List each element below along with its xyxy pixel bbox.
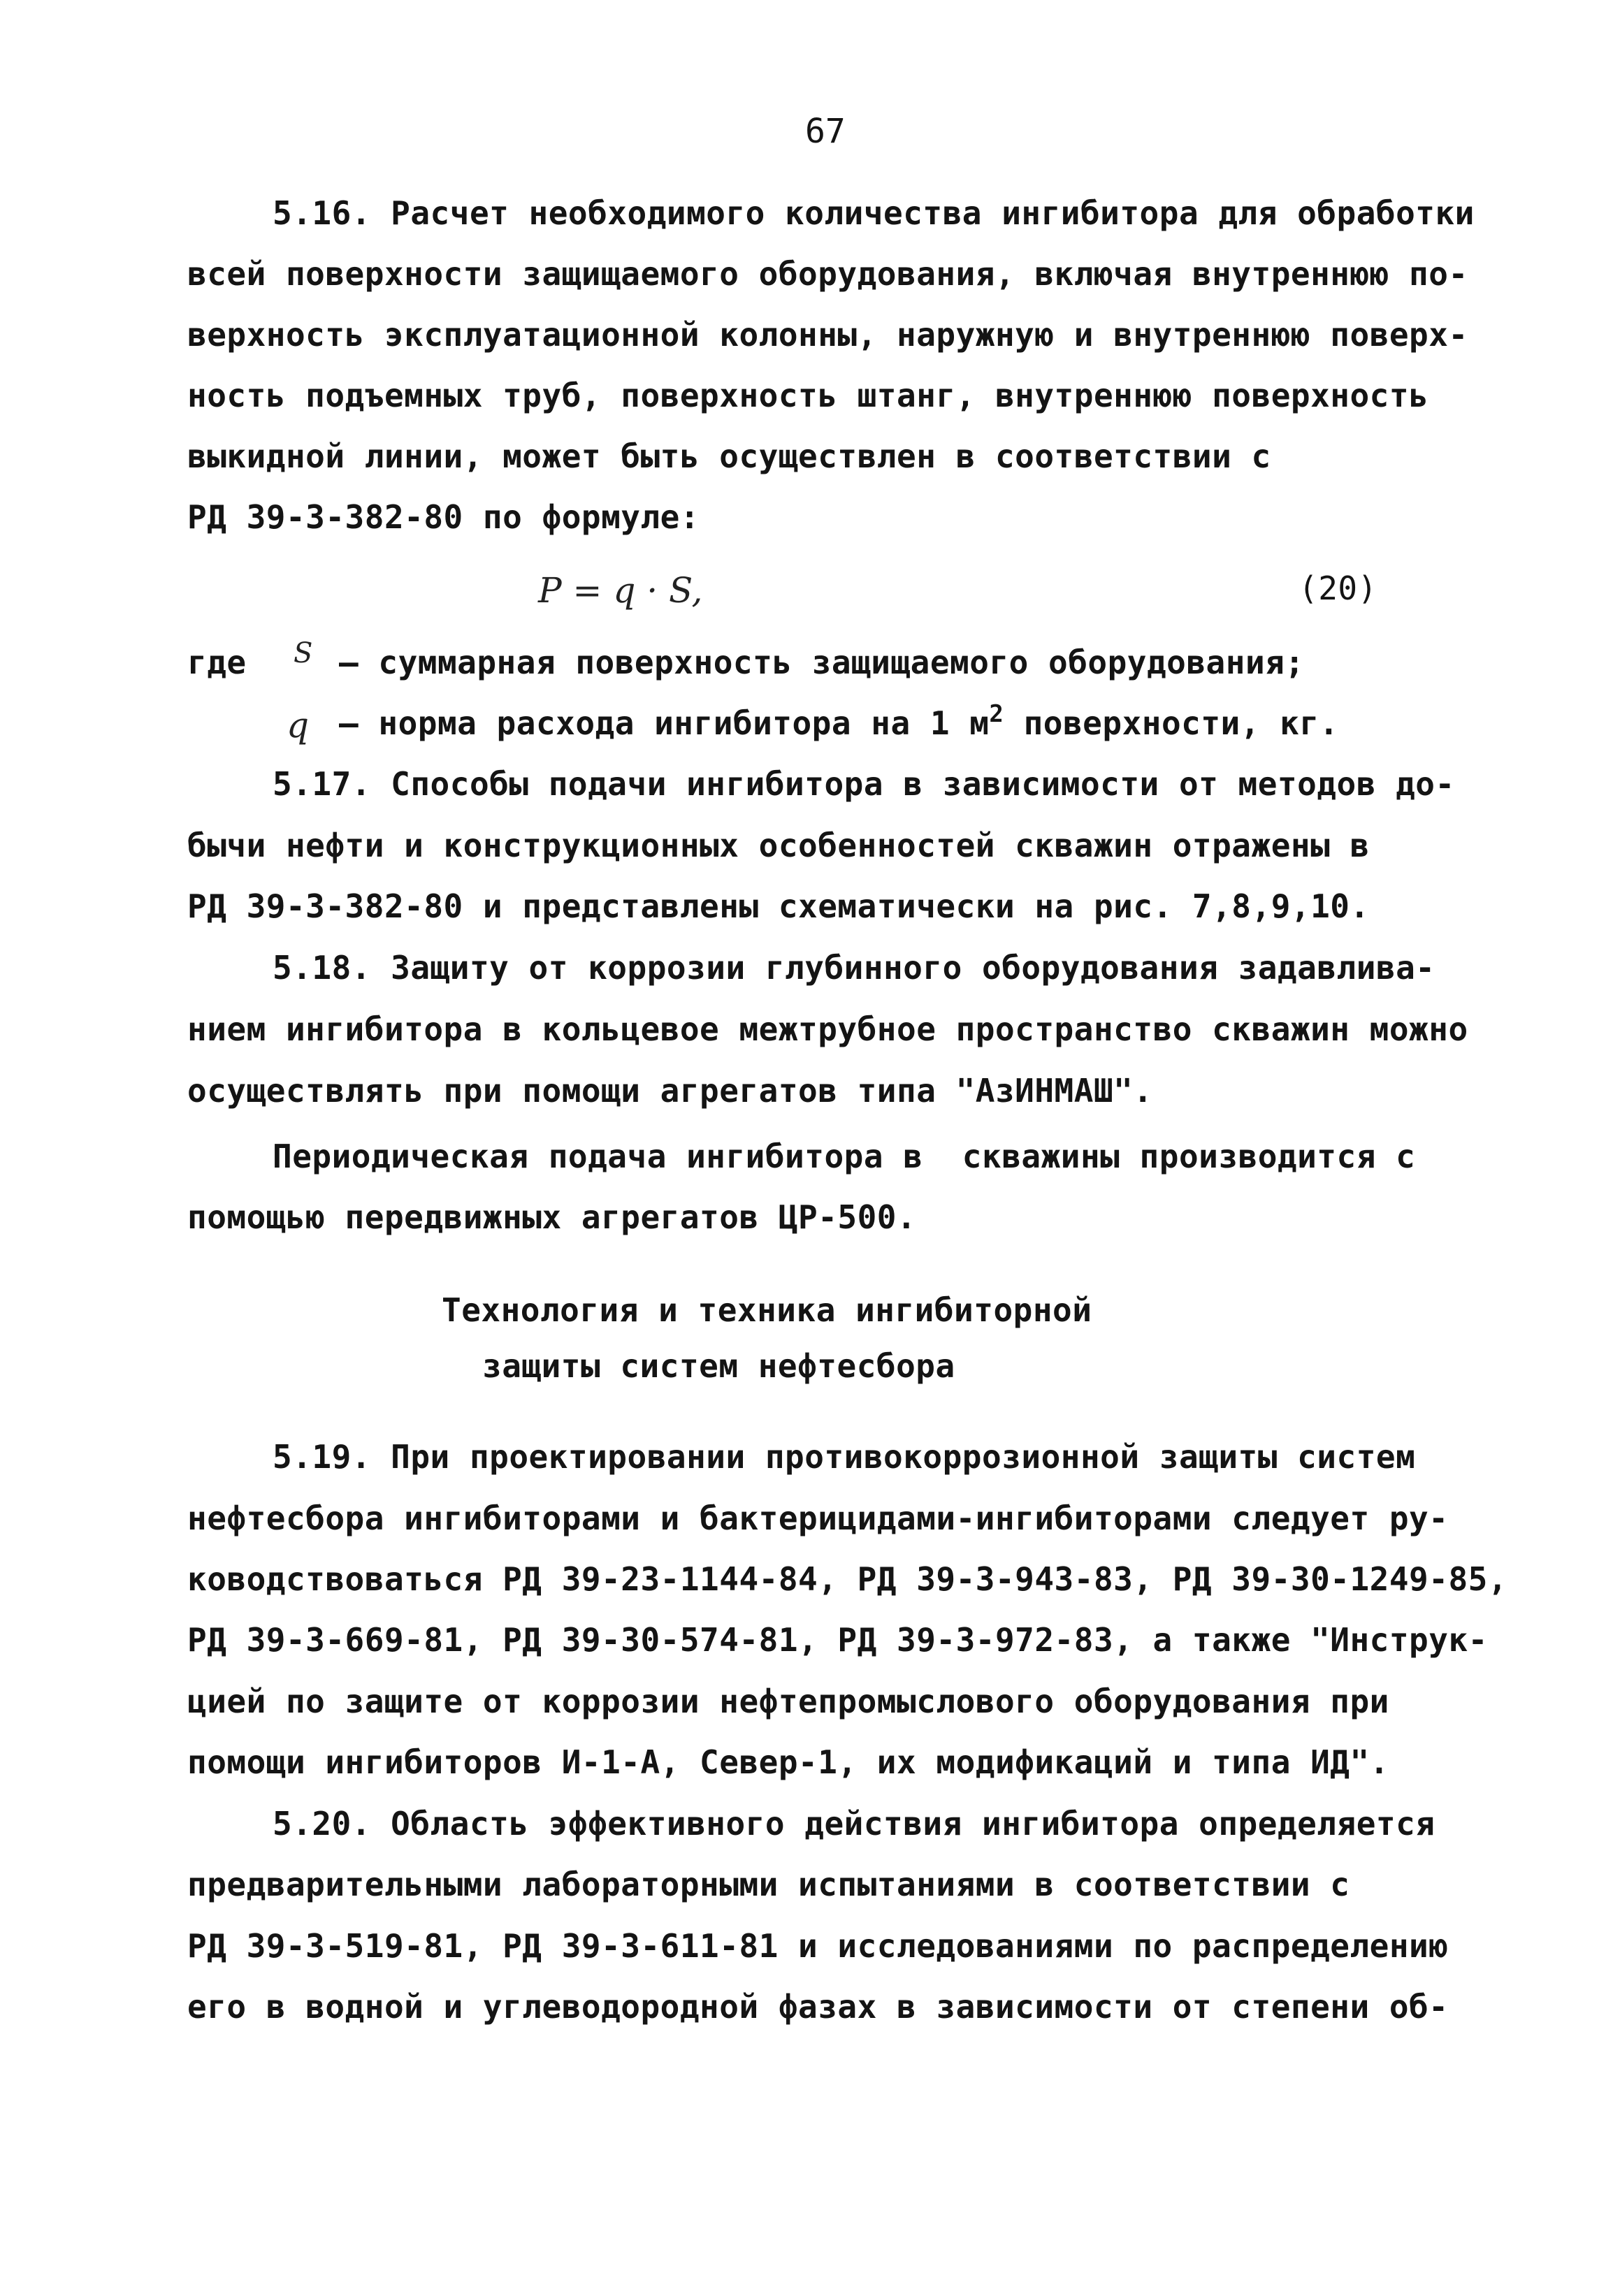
p520-line-3: РД 39-3-519-81, РД 39-3-611-81 и исследованиями по распределению — [187, 1927, 1449, 1965]
p518-line-1: 5.18. Защиту от коррозии глубинного оборудования задавлива- — [273, 949, 1435, 987]
where-q-line — [339, 702, 1339, 744]
p517-line-3: РД 39-3-382-80 и представлены схематически на рис. 7,8,9,10. — [187, 887, 1370, 925]
p516-line-5: выкидной линии, может быть осуществлен в соответствии с — [187, 437, 1271, 475]
where-label: где — [187, 644, 247, 681]
section-heading-line-1: Технология и техника ингибиторной — [442, 1291, 1092, 1329]
where-q-sup: 2 — [989, 700, 1004, 728]
p516-line-1: 5.16. Расчет необходимого количества ингибитора для обработки — [273, 194, 1475, 232]
section-heading-line-2: защиты систем нефтесбора — [482, 1347, 955, 1385]
periodic-line-1: Периодическая подача ингибитора в скважины производится с — [273, 1138, 1416, 1175]
p518-line-2: нием ингибитора в кольцевое межтрубное пространство скважин можно — [187, 1010, 1468, 1048]
p516-line-3: верхность эксплуатационной колонны, наружную и внутреннюю поверх- — [187, 316, 1468, 354]
p516-line-4: ность подъемных труб, поверхность штанг, внутреннюю поверхность — [187, 377, 1429, 414]
p517-line-2: бычи нефти и конструкционных особенностей скважин отражены в — [187, 827, 1370, 864]
p517-line-1: 5.17. Способы подачи ингибитора в зависимости от методов до- — [273, 765, 1455, 803]
where-q-text: – норма расхода ингибитора на 1 м — [339, 704, 990, 742]
p516-line-2: всей поверхности защищаемого оборудования, включая внутреннюю по- — [187, 255, 1468, 293]
formula-number: (20) — [1299, 569, 1377, 607]
symbol-q: q — [287, 705, 310, 746]
p519-line-2: нефтесбора ингибиторами и бактерицидами-ингибиторами следует ру- — [187, 1499, 1449, 1537]
p518-line-3: осуществлять при помощи агрегатов типа "АзИНМАШ". — [187, 1072, 1153, 1110]
formula-expression: P = q · S, — [538, 570, 703, 611]
p520-line-2: предварительными лабораторными испытаниями в соответствии с — [187, 1866, 1350, 1903]
p519-line-4: РД 39-3-669-81, РД 39-30-574-81, РД 39-3-972-83, а также "Инструк- — [187, 1621, 1488, 1659]
p519-line-3: ководствоваться РД 39-23-1144-84, РД 39-3-943-83, РД 39-30-1249-85, — [187, 1560, 1508, 1598]
p516-line-6: РД 39-3-382-80 по формуле: — [187, 498, 700, 536]
p519-line-6: помощи ингибиторов И-1-А, Север-1, их модификаций и типа ИД". — [187, 1743, 1389, 1781]
p519-line-1: 5.19. При проектировании противокоррозионной защиты систем — [273, 1438, 1416, 1476]
p520-line-1: 5.20. Область эффективного действия ингибитора определяется — [273, 1805, 1435, 1843]
periodic-line-2: помощью передвижных агрегатов ЦР-500. — [187, 1198, 917, 1236]
where-s-text: – суммарная поверхность защищаемого оборудования; — [339, 644, 1305, 681]
page-number: 67 — [805, 112, 846, 151]
symbol-s: S — [294, 637, 313, 669]
p520-line-4: его в водной и углеводородной фазах в зависимости от степени об- — [187, 1988, 1449, 2026]
where-q-text-end: поверхности, кг. — [1004, 704, 1339, 742]
p519-line-5: цией по защите от коррозии нефтепромыслового оборудования при — [187, 1683, 1389, 1720]
